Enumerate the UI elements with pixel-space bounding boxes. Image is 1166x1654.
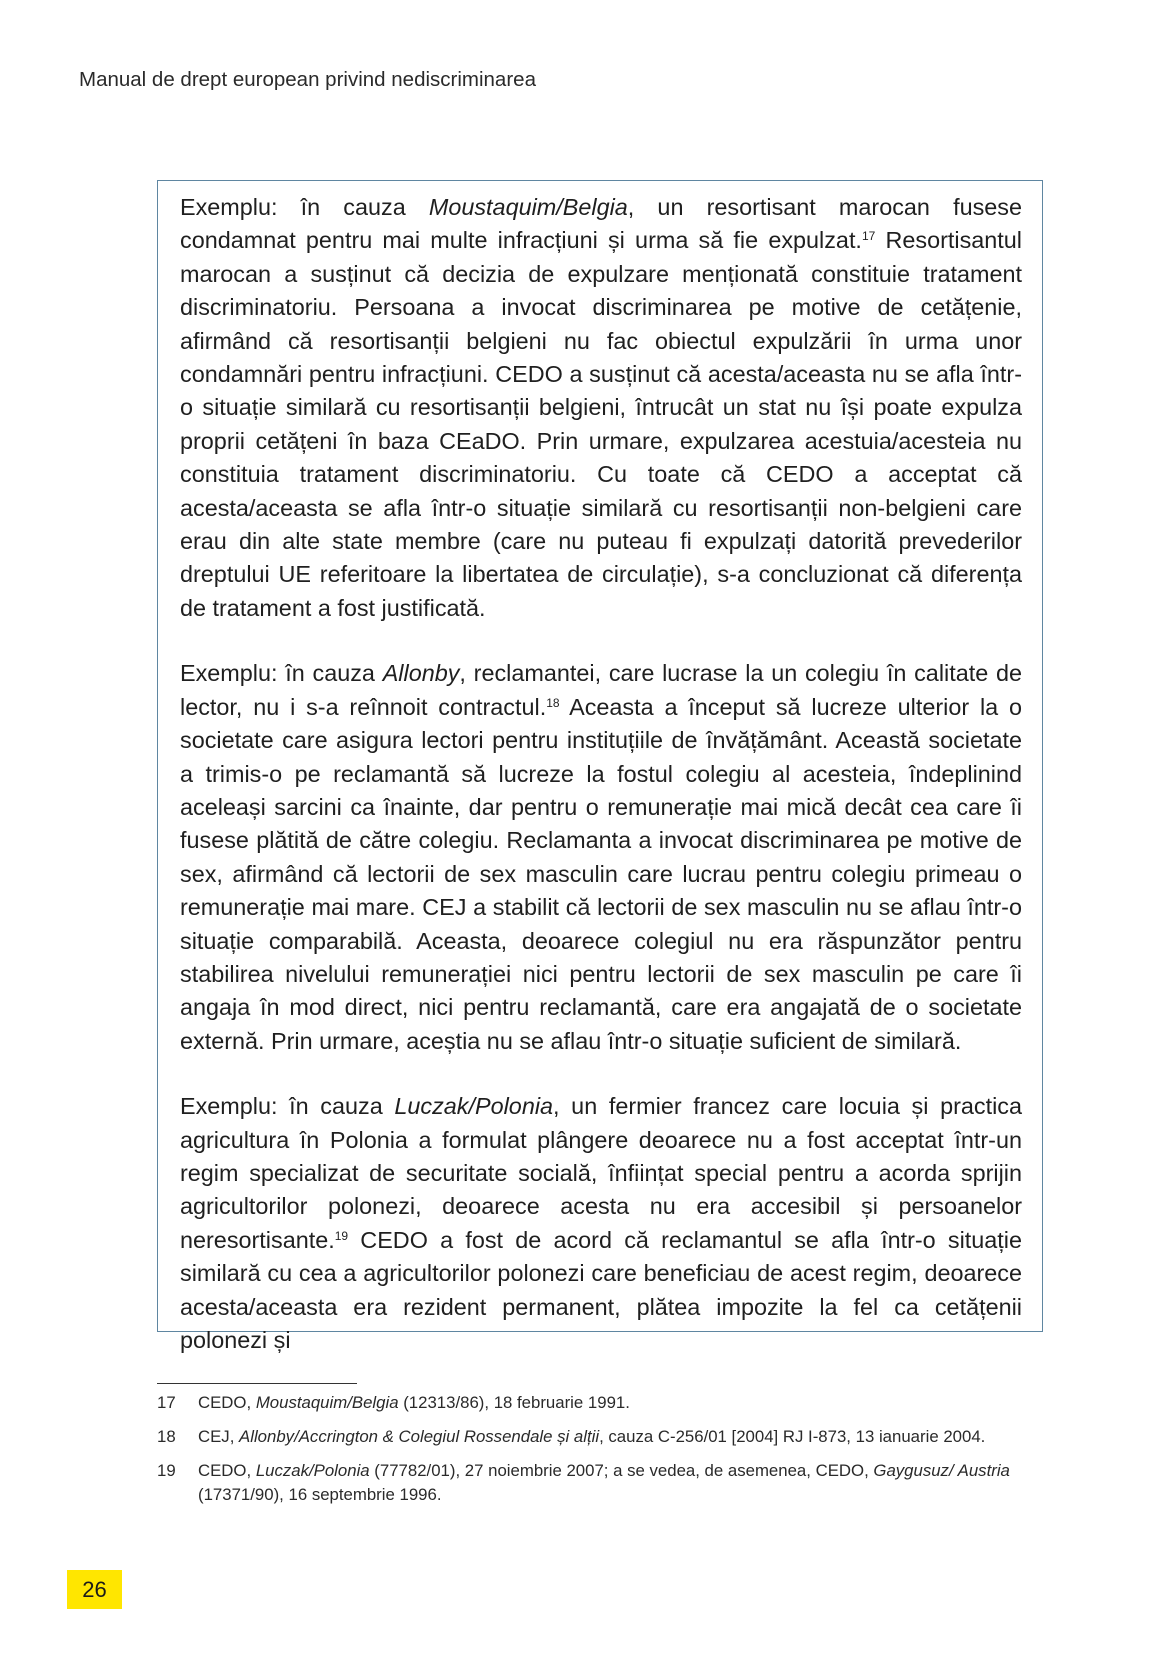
case-name: Allonby	[382, 660, 460, 687]
footnote-ref: 19	[334, 1228, 349, 1243]
footnote-number: 18	[157, 1427, 176, 1446]
example-allonby	[180, 657, 1022, 1058]
example-text: , un fermier francez care locuia și practica agricultura în Polonia a formulat plângere deoarece nu a fost acceptat într-un regim specializat de securitate socială, înființat special pentru a acorda sprijin agricultorilor polonezi, deoarece acesta nu era accesibil și persoanelor neresortisante.	[180, 1093, 1022, 1253]
example-text: Resortisantul marocan a susținut că decizia de expulzare menționată constituie tratament discriminatoriu. Persoana a invocat discriminarea pe motive de cetățenie, afirmând că resortisanții belgieni nu fac obiectul expulzării în urma unor condamnări pentru infracțiuni. CEDO a susținut că acesta/aceasta nu se afla într-o situație similară cu resortisanții belgieni, întrucât un stat nu își poate expulza proprii cetățeni în baza CEaDO. Prin urmare, expulzarea acestuia/acesteia nu constituia tratament discriminatoriu. Cu toate că CEDO a acceptat că acesta/aceasta se afla într-o situație similară cu resortisanții non-belgieni care erau din alte state membre (care nu puteau fi expulzați datorită prevederilor dreptului UE referitoare la libertatea de circulație), s-a concluzionat că diferența de tratament a fost justificată.	[180, 227, 1022, 621]
example-luczak	[180, 1090, 1022, 1357]
footnote-text: CEJ, Allonby/Accrington & Colegiul Rossendale și alții, cauza C-256/01 [2004] RJ I-873, 13 ianuarie 2004.	[198, 1427, 986, 1446]
footnote-17	[157, 1391, 1037, 1415]
running-header: Manual de drept european privind nediscriminarea	[79, 68, 536, 91]
case-name: Luczak/Polonia	[394, 1093, 554, 1120]
example-prefix: Exemplu: în cauza	[180, 660, 383, 687]
example-prefix: Exemplu: în cauza	[180, 194, 429, 220]
example-text: Aceasta a început să lucreze ulterior la o societate care asigura lectori pentru instituțiile de învățământ. Această societate a trimis-o pe reclamantă să lucreze la fostul colegiu al acesteia, îndeplinind aceleași sarcini ca înainte, dar pentru o remunerație mai mică decât cea care îi fusese plătită de către colegiu. Reclamanta a invocat discriminarea pe motive de sex, afirmând că lectorii de sex masculin care lucrau pentru colegiu primeau o remunerație mai mare. CEJ a stabilit că lectorii de sex masculin nu se aflau într-o situație comparabilă. Aceasta, deoarece colegiul nu era răspunzător pentru stabilirea nivelului remunerației nici pentru lectorii de sex masculin pe care îi angaja în mod direct, nici pentru reclamantă, care era angajată de o societate externă. Prin urmare, aceștia nu se aflau într-o situație suficient de similară.	[180, 693, 1022, 1054]
footnote-ref: 17	[861, 229, 876, 244]
example-text: , reclamantei, care lucrase la un colegiu în calitate de lector, nu i s-a reînnoit contractul.	[180, 660, 1022, 720]
example-text: CEDO a fost de acord că reclamantul se afla într-o situație similară cu cea a agricultorilor polonezi care beneficiau de acest regim, deoarece acesta/aceasta era rezident permanent, plătea impozite la fel ca cetățenii polonezi și	[180, 1226, 1022, 1353]
example-text: , un resortisant marocan fusese condamnat pentru mai multe infracțiuni și urma să fie expulzat.	[180, 194, 1022, 254]
example-moustaquim	[180, 191, 1022, 625]
page-number: 26	[67, 1570, 122, 1609]
footnote-text: CEDO, Luczak/Polonia (77782/01), 27 noiembrie 2007; a se vedea, de asemenea, CEDO, Gaygusuz/ Austria (17371/90), 16 septembrie 1996.	[198, 1461, 1010, 1504]
footnote-number: 19	[157, 1461, 176, 1480]
footnotes	[157, 1391, 1037, 1517]
footnote-separator	[157, 1383, 357, 1384]
footnote-number: 17	[157, 1393, 176, 1412]
case-name: Moustaquim/Belgia	[428, 194, 628, 220]
footnote-text: CEDO, Moustaquim/Belgia (12313/86), 18 februarie 1991.	[198, 1393, 630, 1412]
footnote-19	[157, 1459, 1037, 1507]
footnote-18	[157, 1425, 1037, 1449]
footnote-ref: 18	[546, 695, 560, 710]
example-prefix: Exemplu: în cauza	[180, 1093, 395, 1120]
examples-box	[157, 180, 1043, 1353]
